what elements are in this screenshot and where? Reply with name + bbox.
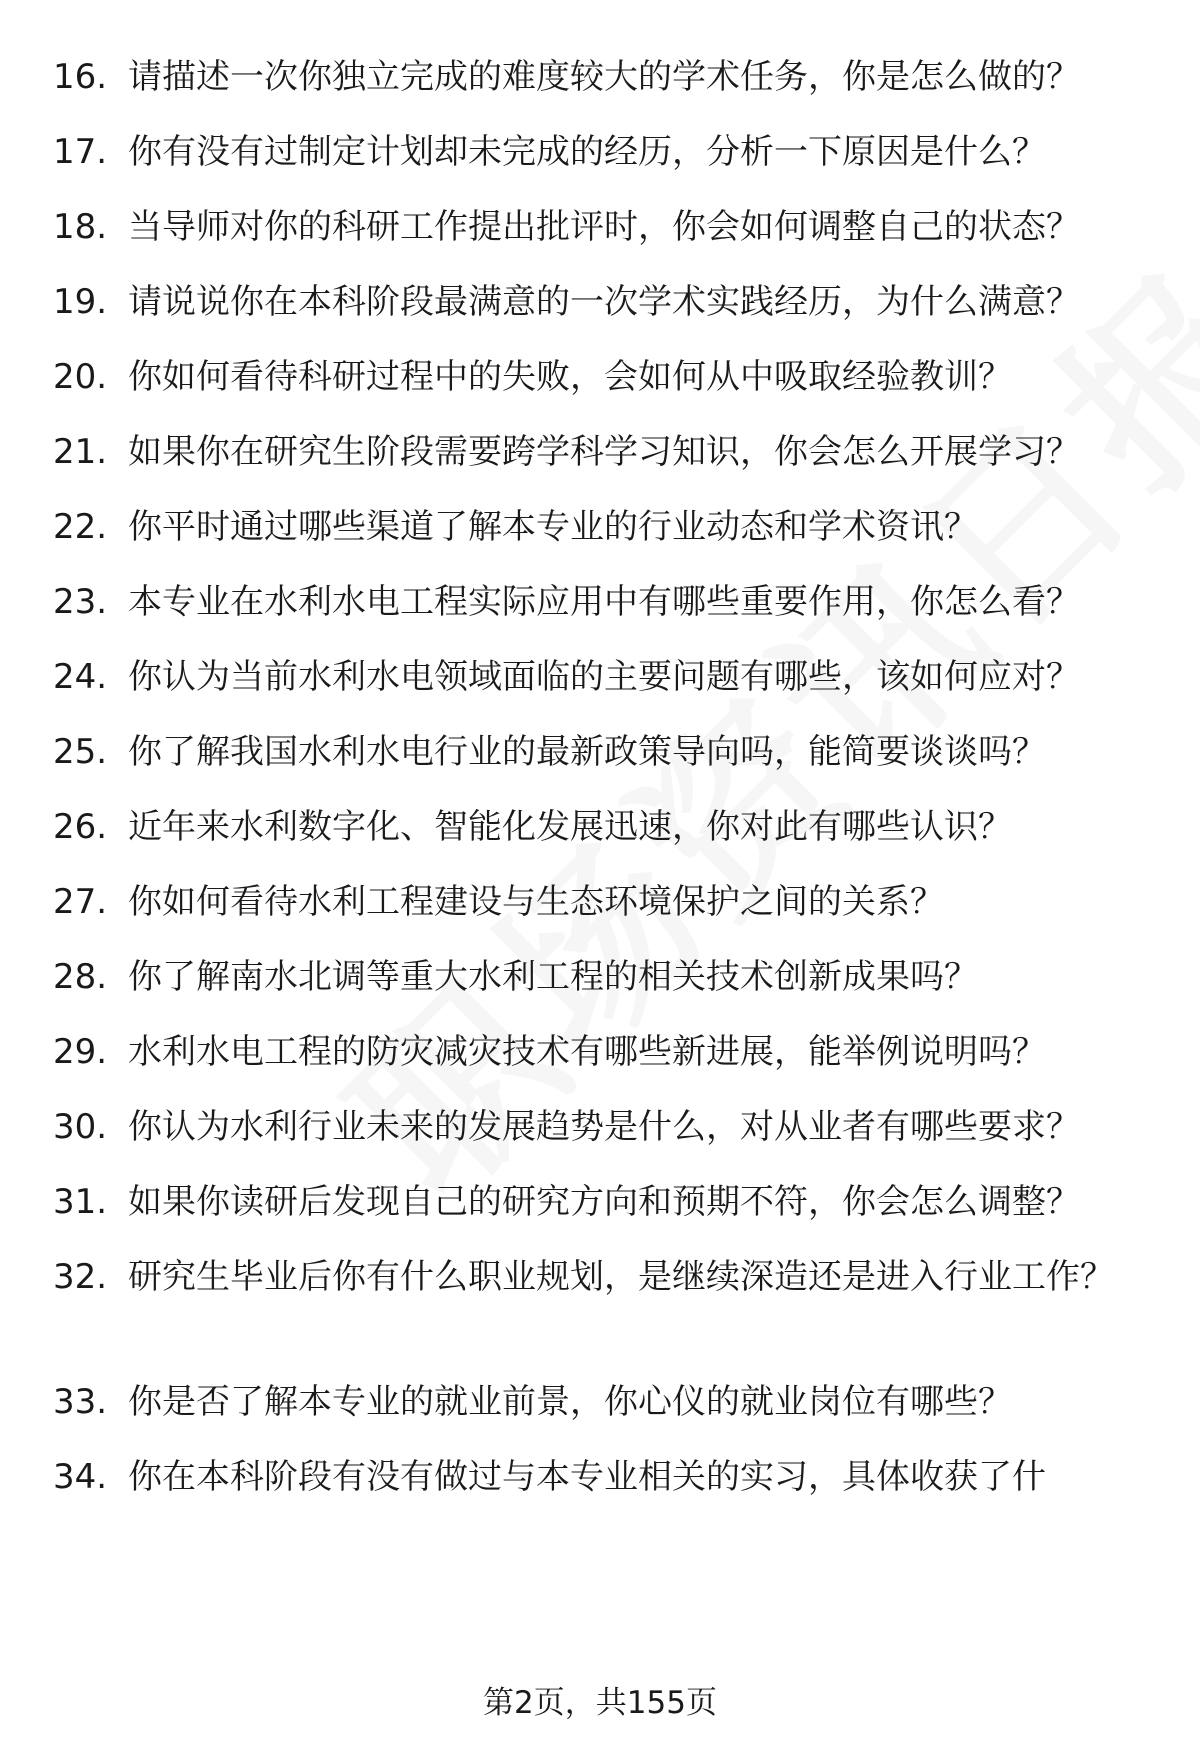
question-number: 21.	[53, 432, 108, 472]
question-number: 18.	[53, 207, 108, 247]
question-text: 你是否了解本专业的就业前景，你心仪的就业岗位有哪些？	[128, 1382, 1012, 1422]
question-number: 34.	[53, 1457, 108, 1497]
question-number: 31.	[53, 1182, 108, 1222]
question-number: 28.	[53, 957, 108, 997]
question-text: 如果你读研后发现自己的研究方向和预期不符，你会怎么调整？	[128, 1182, 1080, 1222]
question-text: 研究生毕业后你有什么职业规划，是继续深造还是进入行业工作？	[128, 1257, 1114, 1297]
question-number: 24.	[53, 657, 108, 697]
question-text: 你平时通过哪些渠道了解本专业的行业动态和学术资讯？	[128, 507, 978, 547]
question-number: 16.	[53, 57, 108, 97]
question-text: 你在本科阶段有没有做过与本专业相关的实习，具体收获了什	[128, 1457, 1046, 1497]
question-text: 你如何看待水利工程建设与生态环境保护之间的关系？	[128, 882, 944, 922]
question-text: 请描述一次你独立完成的难度较大的学术任务，你是怎么做的？	[128, 57, 1080, 97]
question-text: 你如何看待科研过程中的失败，会如何从中吸取经验教训？	[128, 357, 1012, 397]
question-number: 22.	[53, 507, 108, 547]
question-number: 17.	[53, 132, 108, 172]
question-number: 29.	[53, 1032, 108, 1072]
question-text: 本专业在水利水电工程实际应用中有哪些重要作用，你怎么看？	[128, 582, 1080, 622]
question-number: 19.	[53, 282, 108, 322]
question-number: 32.	[53, 1257, 108, 1297]
question-text: 近年来水利数字化、智能化发展迅速，你对此有哪些认识？	[128, 807, 1012, 847]
question-number: 33.	[53, 1382, 108, 1422]
question-number: 20.	[53, 357, 108, 397]
question-number: 27.	[53, 882, 108, 922]
question-number: 26.	[53, 807, 108, 847]
question-text: 当导师对你的科研工作提出批评时，你会如何调整自己的状态？	[128, 207, 1080, 247]
question-text: 你认为水利行业未来的发展趋势是什么，对从业者有哪些要求？	[128, 1107, 1080, 1147]
question-text: 你了解我国水利水电行业的最新政策导向吗，能简要谈谈吗？	[128, 732, 1046, 772]
question-text: 你认为当前水利水电领域面临的主要问题有哪些，该如何应对？	[128, 657, 1080, 697]
question-text: 你有没有过制定计划却未完成的经历，分析一下原因是什么？	[128, 132, 1046, 172]
question-text: 请说说你在本科阶段最满意的一次学术实践经历，为什么满意？	[128, 282, 1080, 322]
question-text: 如果你在研究生阶段需要跨学科学习知识，你会怎么开展学习？	[128, 432, 1080, 472]
page-number-footer: 第2页，共155页	[483, 1685, 717, 1721]
question-number: 25.	[53, 732, 108, 772]
question-text: 你了解南水北调等重大水利工程的相关技术创新成果吗？	[128, 957, 978, 997]
question-number: 23.	[53, 582, 108, 622]
question-number: 30.	[53, 1107, 108, 1147]
question-text: 水利水电工程的防灾减灾技术有哪些新进展，能举例说明吗？	[128, 1032, 1046, 1072]
